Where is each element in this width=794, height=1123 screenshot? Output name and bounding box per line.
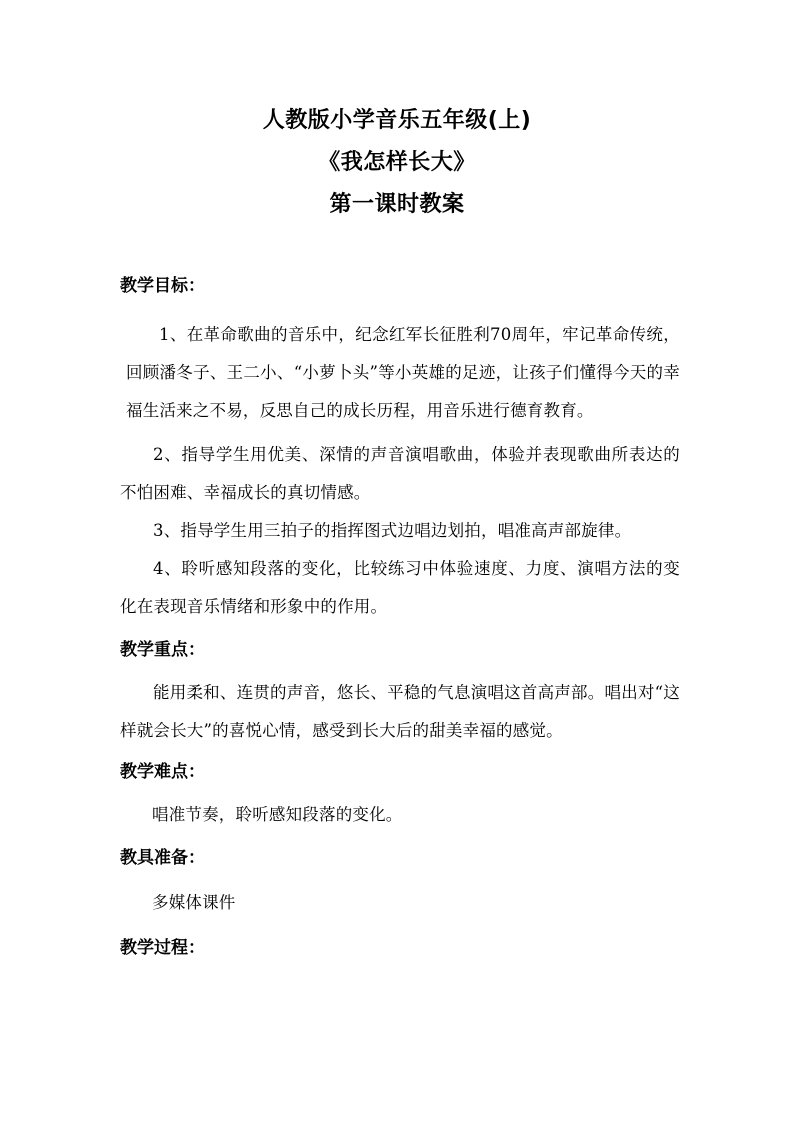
title-line-1: 人教版小学音乐五年级(上) (262, 108, 532, 133)
title-line-2: 《我怎样长大》 (318, 150, 476, 175)
title-line-3: 第一课时教案 (329, 192, 465, 217)
difficulties-text: 唱准节奏，聆听感知段落的变化。 (152, 805, 403, 824)
document-body (120, 266, 680, 960)
objective-item-4: 4、聆听感知段落的变化，比较练习中体验速度、力度、演唱方法的变化在表现音乐情绪和形象中的作用。 (120, 559, 680, 616)
process-heading: 教学过程： (120, 938, 205, 958)
key-points-heading: 教学重点： (120, 640, 205, 660)
difficulties-heading: 教学难点： (120, 762, 205, 782)
materials-heading: 教具准备： (120, 848, 205, 868)
objectives-heading: 教学目标： (120, 276, 205, 296)
objective-item-1: 1、在革命歌曲的音乐中，纪念红军长征胜利70周年，牢记革命传统，回顾潘冬子、王二小、“小萝卜头”等小英雄的足迹，让孩子们懂得今天的幸福生活来之不易，反思自己的成长历程，用音乐进行德育教育。 (126, 325, 680, 420)
key-points-text: 能用柔和、连贯的声音，悠长、平稳的气息演唱这首高声部。唱出对“这样就会长大”的喜悦心情，感受到长大后的甜美幸福的感觉。 (120, 683, 680, 740)
document-title (0, 100, 794, 226)
materials-text: 多媒体课件 (152, 893, 236, 912)
objective-item-3: 3、指导学生用三拍子的指挥图式边唱边划拍，唱准高声部旋律。 (153, 521, 632, 540)
objective-item-2: 2、指导学生用优美、深情的声音演唱歌曲，体验并表现歌曲所表达的不怕困难、幸福成长的真切情感。 (120, 445, 680, 502)
